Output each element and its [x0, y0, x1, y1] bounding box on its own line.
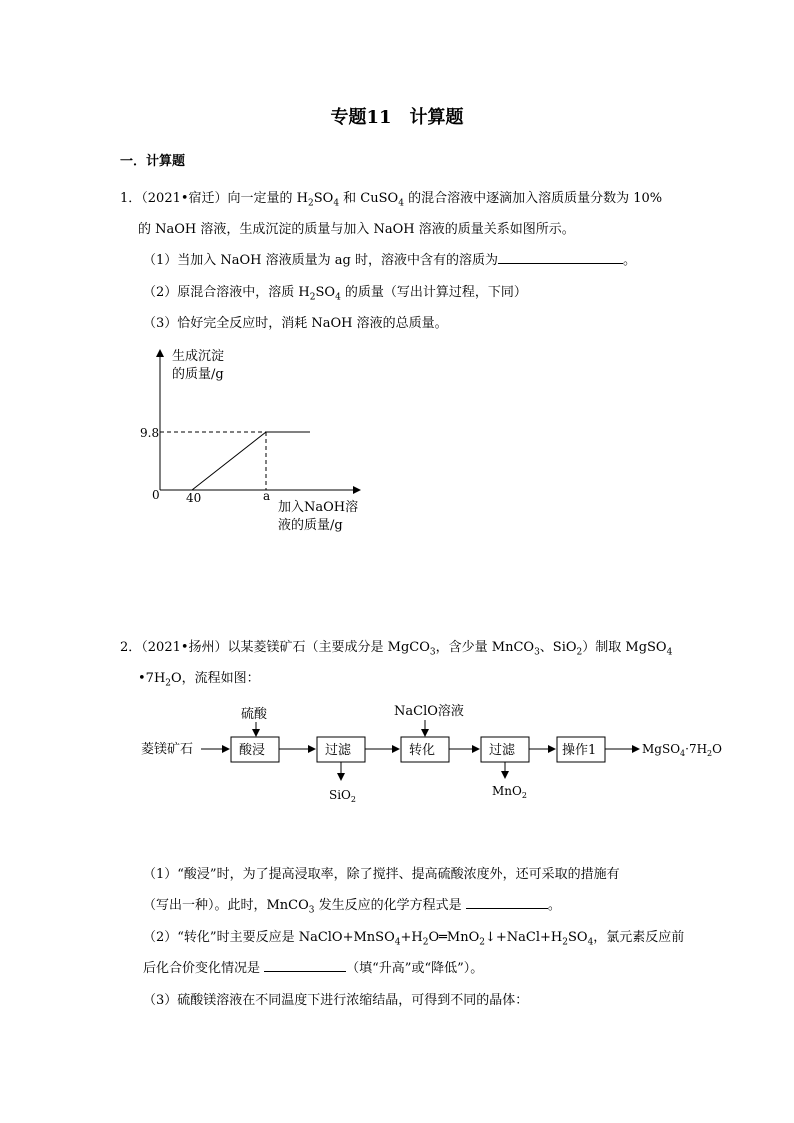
q2-sub2-end: （填“升高”或“降低”）。: [346, 961, 484, 976]
q2-sub1-text: （写出一种）。此时，MnCO: [143, 898, 309, 913]
subscript: 3: [308, 905, 315, 916]
q2-sub1-text: 发生反应的化学方程式是: [314, 898, 462, 913]
q2-text: 2．（2021•扬州）以某菱镁矿石（主要成分是 MgCO: [120, 640, 430, 655]
q2-text: ）制取 MgSO: [582, 640, 667, 655]
subscript: 2: [165, 678, 172, 689]
subscript: 3: [534, 647, 540, 658]
precipitate-curve: [192, 432, 310, 490]
answer-blank[interactable]: [264, 971, 346, 972]
answer-blank[interactable]: [466, 908, 548, 909]
q1-text: 的混合溶液中逐滴加入溶质质量分数为 10%: [403, 191, 663, 206]
flow-reagent-sulfuric: 硫酸: [241, 707, 268, 722]
subscript: 4: [666, 647, 673, 658]
subscript: 4: [333, 198, 340, 209]
q2-text: •7H: [138, 671, 166, 686]
q2-sub1-line-2: [143, 894, 561, 916]
flow-output-mno2: MnO$_2$: [492, 784, 527, 800]
subscript: 2: [309, 292, 316, 303]
q1-sub-3: （3）恰好完全反应时，消耗 NaOH 溶液的总质量。: [143, 316, 448, 331]
q2-sub2-text: （2）“转化”时主要反应是 NaClO+MnSO: [143, 930, 395, 945]
x-axis-label-1: 加入NaOH溶: [278, 500, 359, 515]
q2-sub2-text: SO: [567, 930, 588, 945]
flow-reagent-naclo: NaClO溶液: [394, 704, 464, 719]
q2-sub1-end: 。: [547, 898, 561, 913]
x-axis-label-2: 液的质量/g: [278, 518, 343, 533]
q2-text: ，含少量 MnCO: [435, 640, 535, 655]
x-tick-label-a: a: [263, 489, 271, 503]
flow-step-operation-1: 操作1: [562, 743, 597, 758]
q1-sub-2: [143, 281, 527, 303]
q2-text: 、SiO: [539, 640, 577, 655]
subscript: 2: [562, 937, 568, 948]
y-tick-label: 9.8: [140, 426, 160, 440]
q2-sub2-text: +H: [400, 930, 423, 945]
q1-text: 和 CuSO: [339, 191, 399, 206]
q2-text: O，流程如图：: [171, 671, 260, 686]
subscript: 3: [429, 647, 436, 658]
q2-line-1: [120, 636, 672, 658]
y-axis-label-2: 的质量/g: [172, 367, 224, 382]
x-tick-label-40: 40: [186, 491, 202, 505]
q2-sub1-line-1: （1）“酸浸”时，为了提高浸取率，除了搅拌、提高硫酸浓度外，还可采取的措施有: [143, 867, 620, 882]
q2-line-2: [138, 667, 260, 689]
q1-text: SO: [313, 191, 334, 206]
q1-sub1-end: 。: [623, 253, 637, 268]
q1-sub1-text: （1）当加入 NaOH 溶液质量为 ag 时，溶液中含有的溶质为: [143, 253, 498, 268]
q2-sub2-text: ，氯元素反应前: [593, 930, 685, 945]
q2-sub2-line-2: [143, 957, 483, 976]
flow-step-filter-1: 过滤: [325, 743, 352, 758]
subscript: 4: [398, 198, 404, 209]
subscript: 4: [394, 937, 401, 948]
q2-sub2-text: O═MnO: [428, 930, 480, 945]
origin-label: 0: [152, 488, 160, 502]
answer-blank[interactable]: [498, 263, 623, 264]
subscript: 4: [587, 937, 594, 948]
q2-sub2-text: 后化合价变化情况是: [143, 961, 261, 976]
flow-step-conversion: 转化: [409, 743, 436, 758]
flow-output-sio2: SiO$_2$: [329, 788, 356, 804]
flow-step-filter-2: 过滤: [489, 743, 516, 758]
y-axis-label-1: 生成沉淀: [172, 349, 225, 364]
q1-sub-1: [143, 249, 636, 268]
q2-sub2-line-1: [143, 926, 684, 948]
q1-sub2-text: （2）原混合溶液中，溶质 H: [143, 285, 310, 300]
section-heading: 一．计算题: [120, 154, 186, 169]
flow-step-acid-leach: 酸浸: [239, 743, 266, 758]
subscript: 2: [576, 647, 583, 658]
process-flowchart: [135, 698, 735, 808]
precipitate-graph: [130, 340, 390, 540]
q1-sub2-text: SO: [315, 285, 336, 300]
flow-input: 菱镁矿石: [141, 742, 194, 757]
page-title: 专题11 计算题: [330, 107, 464, 128]
subscript: 2: [479, 937, 485, 948]
flow-product: $MgSO_4\cdot 7H_2O$: [642, 742, 722, 758]
q1-text: 1．（2021•宿迁）向一定量的 H: [120, 191, 308, 206]
q2-sub3: （3）硫酸镁溶液在不同温度下进行浓缩结晶，可得到不同的晶体：: [143, 993, 529, 1008]
q1-line-2: 的 NaOH 溶液，生成沉淀的质量与加入 NaOH 溶液的质量关系如图所示。: [138, 222, 575, 237]
subscript: 2: [422, 937, 429, 948]
q1-line-1: [120, 187, 662, 209]
q1-sub2-text: 的质量（写出计算过程，下同）: [340, 285, 527, 300]
subscript: 4: [335, 292, 341, 303]
q2-sub2-text: ↓+NaCl+H: [485, 930, 563, 945]
subscript: 2: [308, 198, 314, 209]
